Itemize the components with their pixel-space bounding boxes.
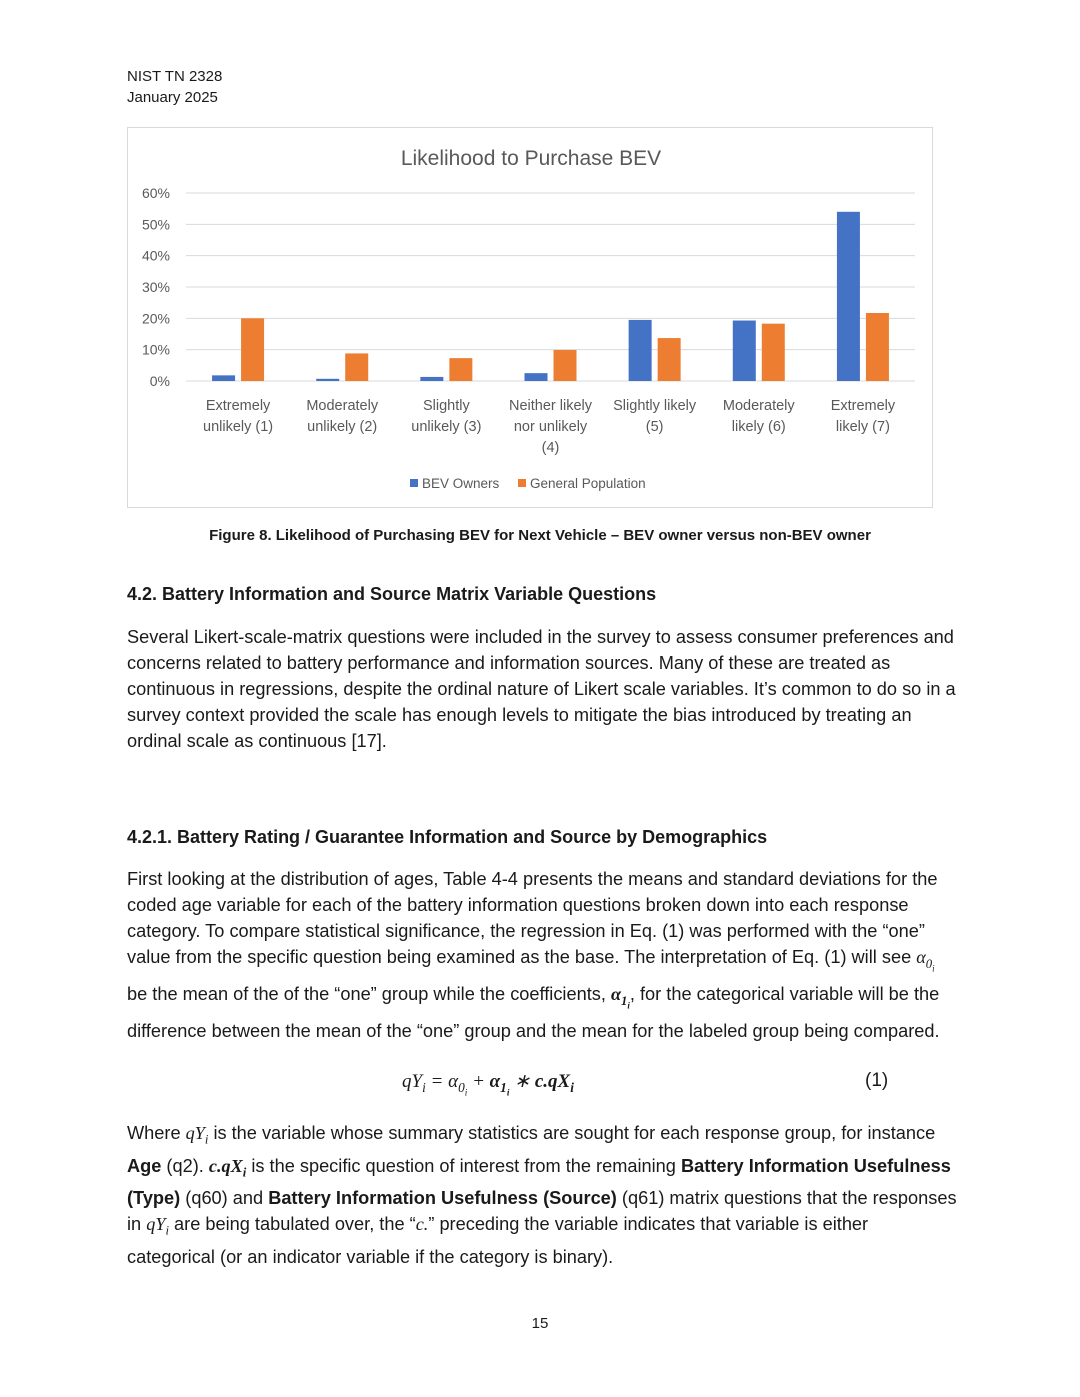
bar-bev-owners <box>733 321 756 381</box>
x-tick-label: Moderately <box>722 398 795 414</box>
bar-general-population <box>241 318 264 381</box>
x-tick-label: likely (6) <box>731 419 786 435</box>
section-paragraph: Several Likert-scale-matrix questions were included in the survey to assess consumer preferences and concerns related to battery performance and information sources. Many of these are treated as continuous in regressions, despite the ordinal nature of Likert scale variables. It’s common to do so in a survey context provided the scale has enough levels to mitigate the bias introduced by treating an ordinal scale as continuous [17]. <box>127 627 956 751</box>
bar-bev-owners <box>525 373 548 381</box>
bar-bev-owners <box>212 375 235 381</box>
y-tick-label: 20% <box>141 310 170 327</box>
alpha0-symbol: $\alpha_{0_i}$ <box>916 947 935 974</box>
equation-number: (1) <box>865 1070 889 1091</box>
legend-label: General Population <box>530 476 646 491</box>
x-tick-label: Moderately <box>306 398 379 414</box>
qy-symbol: $qY_i$ <box>146 1214 169 1238</box>
x-tick-label: unlikely (1) <box>203 419 274 435</box>
y-tick-label: 0% <box>149 373 170 389</box>
bar-general-population <box>449 358 472 381</box>
equation-body: $qY_i = \alpha_{0_i} + \alpha_{1_i}$ ∗ $c.qX_i$ <box>402 1071 574 1099</box>
bar-general-population <box>658 338 681 381</box>
bar-general-population <box>554 350 577 381</box>
x-tick-label: (4) <box>541 440 560 456</box>
x-tick-label: unlikely (2) <box>307 419 378 435</box>
chart-frame <box>127 127 933 508</box>
alpha1-symbol: $\alpha_{1_i}$ <box>610 984 630 1011</box>
x-tick-label: unlikely (3) <box>411 419 482 435</box>
page-number: 15 <box>531 1315 549 1332</box>
legend-label: BEV Owners <box>422 476 500 491</box>
bar-chart <box>128 128 934 509</box>
doc-id: NIST TN 2328 <box>127 68 223 85</box>
y-tick-label: 50% <box>141 216 170 233</box>
y-tick-label: 30% <box>141 279 170 295</box>
qy-symbol: $qY_i$ <box>185 1123 209 1147</box>
x-tick-label: Extremely <box>830 398 896 414</box>
y-tick-label: 10% <box>141 341 170 358</box>
bar-general-population <box>345 353 368 381</box>
subsection-heading: 4.2.1. Battery Rating / Guarantee Information and Source by Demographics <box>127 827 768 847</box>
legend-swatch <box>410 479 418 487</box>
running-header <box>127 66 222 108</box>
chart-title: Likelihood to Purchase BEV <box>400 147 662 170</box>
bar-general-population <box>762 324 785 381</box>
x-tick-label: nor unlikely <box>513 419 588 435</box>
y-tick-label: 40% <box>141 247 170 264</box>
figure-caption: Figure 8. Likelihood of Purchasing BEV for Next Vehicle – BEV owner versus non-BEV owner <box>209 527 871 544</box>
y-tick-label: 60% <box>141 185 170 201</box>
bar-bev-owners <box>629 320 652 381</box>
bar-general-population <box>866 313 889 381</box>
paragraph-interpretation: First looking at the distribution of ages, Table 4-4 presents the means and standard deviations for the coded age variable for each of the battery information questions broken down into each response category. To compare statistical significance, the regression in Eq. (1) was performed with the “one” value from the specific question being examined as the base. The interpretation of Eq. (1) will see $\alpha_{0_i}$ be the mean of the of the “one” group while the coefficients, $\alpha_{1_i}$, for the categorical variable will be the difference between the mean of the “one” group and the mean for the labeled group being compared. <box>127 869 940 1042</box>
bar-bev-owners <box>420 377 443 381</box>
bar-bev-owners <box>837 212 860 381</box>
section-heading: 4.2. Battery Information and Source Matrix Variable Questions <box>127 584 657 604</box>
x-tick-label: Slightly likely <box>613 398 697 414</box>
x-tick-label: likely (7) <box>835 419 890 435</box>
x-tick-label: Slightly <box>422 398 470 414</box>
doc-date: January 2025 <box>127 89 218 106</box>
x-tick-label: (5) <box>645 419 664 435</box>
cqx-symbol: $c.qX_i$ <box>208 1155 247 1180</box>
paragraph-where: Where $qY_i$ is the variable whose summary statistics are sought for each response group, for instance Age (q2). $c.qX_i$ is the specific question of interest from the remaining Battery Information Usefulness (Type) (q60) and Battery Information Usefulness (Source) (q61) matrix questions that the responses in $qY_i$ are being tabulated over, the “c.” preceding the variable indicates that variable is either categorical (or an indicator variable if the category is binary). <box>127 1123 957 1267</box>
bar-bev-owners <box>316 379 339 381</box>
legend-swatch <box>518 479 526 487</box>
x-tick-label: Extremely <box>205 398 271 414</box>
x-tick-label: Neither likely <box>509 398 592 414</box>
